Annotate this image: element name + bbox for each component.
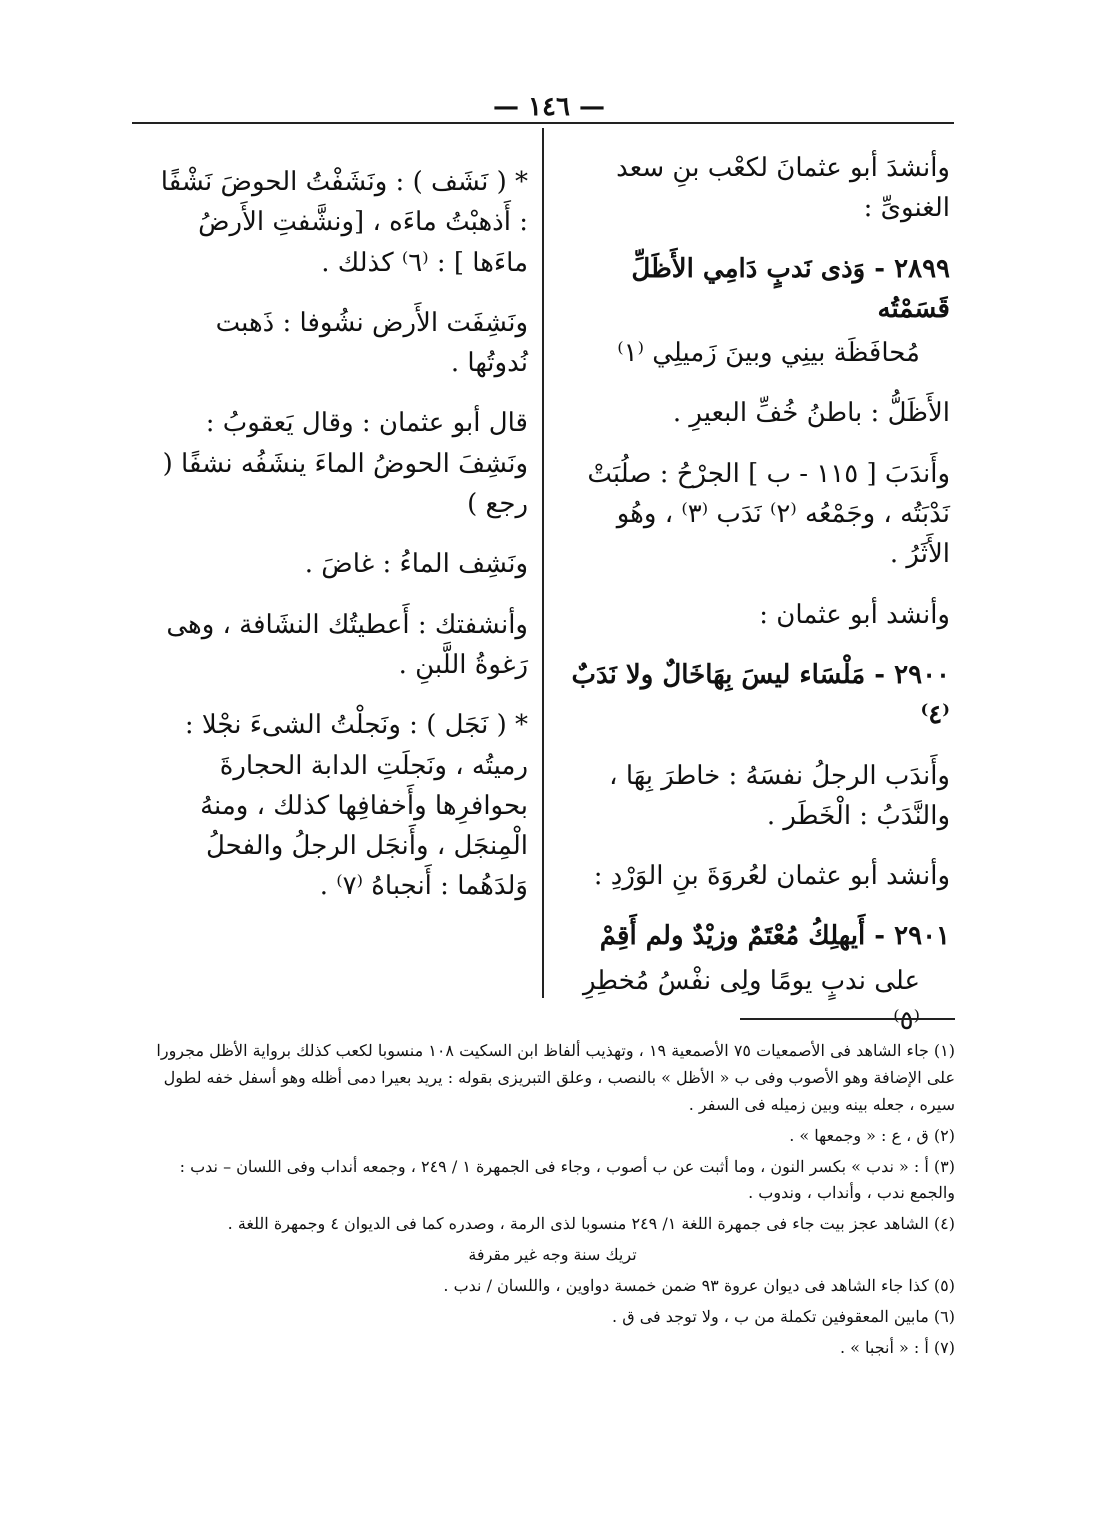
left-column	[148, 162, 528, 927]
right-column	[565, 148, 950, 1061]
footnote: (٤) الشاهد عجز بيت جاء فى جمهرة اللغة ١/ ٢٤٩ منسوبا لذى الرمة ، وصدره كما فى الديوان ٤ وجمهرة اللغة .	[227, 1214, 955, 1234]
header-rule	[132, 122, 954, 124]
verse-line: ٢٩٠٠ - مَلْسَاء ليسَ بِهَاخَالٌ ولا نَدَبٌ ⁽٤⁾	[571, 659, 950, 731]
footnote: (٦) مابين المعقوفين تكملة من ب ، ولا توجد فى ق .	[612, 1306, 955, 1326]
verse-line: ٢٨٩٩ - وَذى نَدبٍ دَامِي الأَظَلِّ قَسَمْتُه	[631, 253, 950, 324]
footnote: (٥) كذا جاء الشاهد فى ديوان عروة ٩٣ ضمن خمسة دواوين ، واللسان / ندب .	[443, 1276, 955, 1295]
verse-line: مُحافَظَة بينِي وبينَ زَميلِي ⁽١⁾	[617, 338, 920, 369]
paragraph: قال أبو عثمان : وقال يَعقوبُ : ونَشِفَ الحوضُ الماءَ ينشَفُه نشفًا ( رجع )	[162, 408, 528, 520]
verse-line: على ندبٍ يومًا ولِى نفْسُ مُخطِرِ ⁽٥⁾	[582, 965, 920, 1037]
footnote-rule	[740, 1018, 955, 1020]
paragraph: وأَندَبَ [ ١١٥ - ب ] الجرْحُ : صلُبَتْ نَدْبَتُه ، وجَمْعُه ⁽٢⁾ نَدَب ⁽٣⁾ ، وهُو الأَثَرُ .	[587, 458, 950, 570]
paragraph: الأَظَلُّ : باطنُ خُفِّ البعيرِ .	[672, 398, 950, 429]
footnote-verse: تريك سنة وجه غير مقرفة	[468, 1245, 637, 1265]
verse-line: ٢٩٠١ - أَيهلِكُ مُعْتَمٌ وزيْدٌ ولم أَقِمْ	[599, 921, 950, 952]
paragraph: * ( نَشَف ) : ونَشَفْتُ الحوضَ نَشْفًا : أَذهبْتُ ماءَه ، [ونشَّفتِ الأَرضُ ماءَها ] : ⁽٦⁾ كذلك .	[160, 167, 528, 278]
paragraph: وأنشدَ أبو عثمانَ لكعْب بنِ سعد الغنوىِّ :	[616, 153, 950, 224]
paragraph: وأنشفتك : أَعطيتُك النشَافة ، وهى رَغوةُ اللَّبنِ .	[166, 609, 528, 680]
paragraph: * ( نَجَل ) : ونَجلْتُ الشىءَ نجْلا : رميتُه ، ونَجلَتِ الدابة الحجارةَ بحوافرِها وأَخفافِها كذلك ، ومنهُ الْمِنجَل ، وأَنجَل الرجلُ والفحلُ وَلدَهُما : أَنجباهُ ⁽٧⁾ .	[184, 710, 528, 902]
paragraph: وأنشد أبو عثمان :	[759, 599, 950, 630]
footnote: (٧) أ : « أنجبا » .	[839, 1337, 955, 1357]
paragraph: ونَشِف الماءُ : غاضَ .	[304, 549, 528, 580]
paragraph: وأنشد أبو عثمان لعُروَةَ بنِ الوَرْدِ :	[593, 861, 950, 892]
column-divider	[542, 128, 544, 998]
page-number: — ١٤٦ —	[492, 92, 606, 122]
paragraph: ونَشِفَت الأَرض نشُوفا : ذَهبت نُدوتُها .	[215, 307, 528, 379]
footnote: (٢) ق ، ع : « وجمعها » .	[789, 1125, 955, 1145]
footnotes	[150, 1038, 955, 1366]
footnote: (٣) أ : « ندب » بكسر النون ، وما أثبت عن ب أصوب ، وجاء فى الجمهرة ١ / ٢٤٩ ، وجمعه أنداب وفى اللسان – ندب : والجمع ندب ، وأنداب ، وندوب .	[179, 1156, 955, 1203]
footnote: (١) جاء الشاهد فى الأصمعيات ٧٥ الأصمعية ١٩ ، وتهذيب ألفاظ ابن السكيت ١٠٨ منسوبا لكعب كذلك برواية الأظل مجرورا على الإضافة وهو الأصوب وفى ب « الأظل » بالنصب ، وعلق التبريزى بقوله : يريد بعيرا دمى أظله وهو أسفل خفه لطول سيره ، جعله بينه وبين زميله فى السفر .	[156, 1041, 955, 1114]
paragraph: وأَندَب الرجلُ نفسَهُ : خاطرَ بِهَا ، والنَّدَبُ : الْخَطَر .	[609, 760, 950, 831]
